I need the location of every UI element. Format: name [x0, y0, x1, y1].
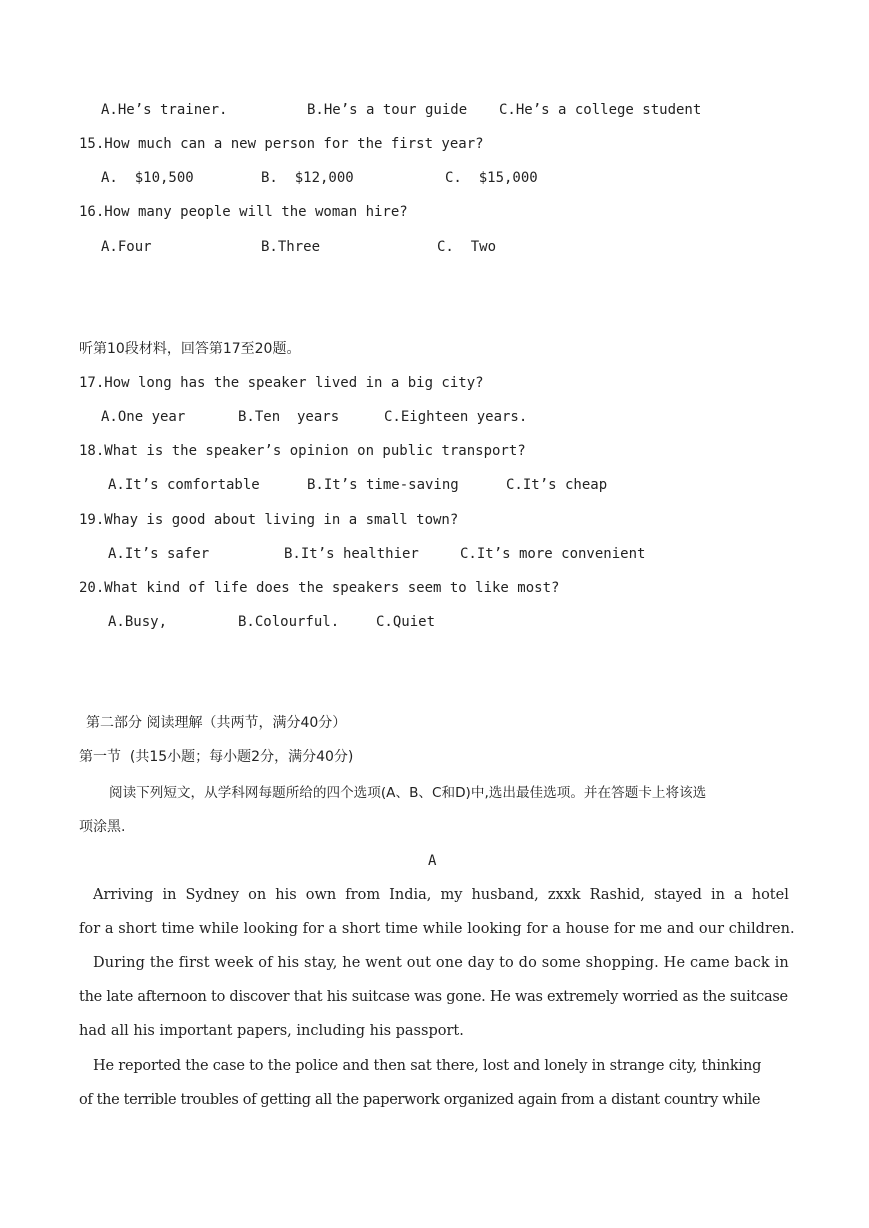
q20-option-c: C.Quiet	[376, 614, 436, 630]
q15-question: 15.How much can a new person for the first year?	[79, 136, 484, 152]
q18-option-a: A.It’s comfortable	[108, 477, 260, 493]
q19-option-c: C.It’s more convenient	[460, 546, 646, 562]
passage-word: his	[275, 887, 297, 903]
passage-p2-line-1: During the first week of his stay, he went out one day to do some shopping. He came back in	[93, 955, 789, 971]
q15-option-b: B. $12,000	[261, 170, 354, 186]
passage-word: Arriving	[93, 887, 154, 903]
instructions-line-2: 项涂黑.	[79, 819, 126, 835]
q14-option-b: B.He’s a tour guide	[307, 102, 468, 118]
passage-word: my	[440, 887, 463, 903]
passage-p1-line-1	[79, 886, 789, 904]
passage-word: Rashid,	[589, 887, 645, 903]
part2-heading: 第二部分 阅读理解（共两节，满分40分）	[86, 715, 347, 731]
q18-option-c: C.It’s cheap	[506, 477, 608, 493]
q19-option-a: A.It’s safer	[108, 546, 210, 562]
q20-option-a: A.Busy,	[108, 614, 168, 630]
q18-option-b: B.It’s time-saving	[307, 477, 459, 493]
passage-word: stayed	[653, 887, 702, 903]
q20-option-b: B.Colourful.	[238, 614, 340, 630]
q17-option-c: C.Eighteen years.	[384, 409, 528, 425]
q19-question: 19.Whay is good about living in a small town?	[79, 512, 459, 528]
q16-option-b: B.Three	[261, 239, 321, 255]
passage-word: hotel	[751, 887, 789, 903]
passage-word: from	[345, 887, 381, 903]
q19-option-b: B.It’s healthier	[284, 546, 419, 562]
section1-heading: 第一节 (共15小题；每小题2分，满分40分)	[79, 749, 354, 765]
instructions-line-1: 阅读下列短文，从学科网每题所给的四个选项(A、B、C和D)中,选出最佳选项。并在答题卡上将该选	[109, 785, 707, 801]
section10-heading: 听第10段材料，回答第17至20题。	[79, 341, 301, 357]
q16-option-a: A.Four	[101, 239, 152, 255]
passage-word: on	[248, 887, 267, 903]
q17-question: 17.How long has the speaker lived in a big city?	[79, 375, 484, 391]
q20-question: 20.What kind of life does the speakers seem to like most?	[79, 580, 560, 596]
q14-option-a: A.He’s trainer.	[101, 102, 228, 118]
passage-word: in	[710, 887, 725, 903]
q15-option-a: A. $10,500	[101, 170, 194, 186]
q16-question: 16.How many people will the woman hire?	[79, 204, 408, 220]
passage-word: zxxk	[547, 887, 581, 903]
q14-option-c: C.He’s a college student	[499, 102, 702, 118]
passage-word: a	[734, 887, 743, 903]
passage-word: own	[305, 887, 337, 903]
q18-question: 18.What is the speaker’s opinion on public transport?	[79, 443, 526, 459]
q15-option-c: C. $15,000	[445, 170, 538, 186]
passage-word: husband,	[471, 887, 539, 903]
passage-p3-line-2: of the terrible troubles of getting all the paperwork organized again from a distant country while	[79, 1092, 761, 1108]
passage-label: A	[428, 853, 437, 869]
passage-word: Sydney	[185, 887, 240, 903]
q17-option-b: B.Ten years	[238, 409, 340, 425]
q17-option-a: A.One year	[101, 409, 186, 425]
passage-word: India,	[389, 887, 432, 903]
q16-option-c: C. Two	[437, 239, 497, 255]
passage-p2-line-3: had all his important papers, including his passport.	[79, 1023, 464, 1039]
passage-p3-line-1: He reported the case to the police and then sat there, lost and lonely in strange city, thinking	[93, 1058, 762, 1074]
passage-p1-line-2: for a short time while looking for a short time while looking for a house for me and our children.	[79, 921, 795, 937]
passage-p2-line-2: the late afternoon to discover that his suitcase was gone. He was extremely worried as the suitcase	[79, 989, 788, 1005]
passage-word: in	[162, 887, 177, 903]
